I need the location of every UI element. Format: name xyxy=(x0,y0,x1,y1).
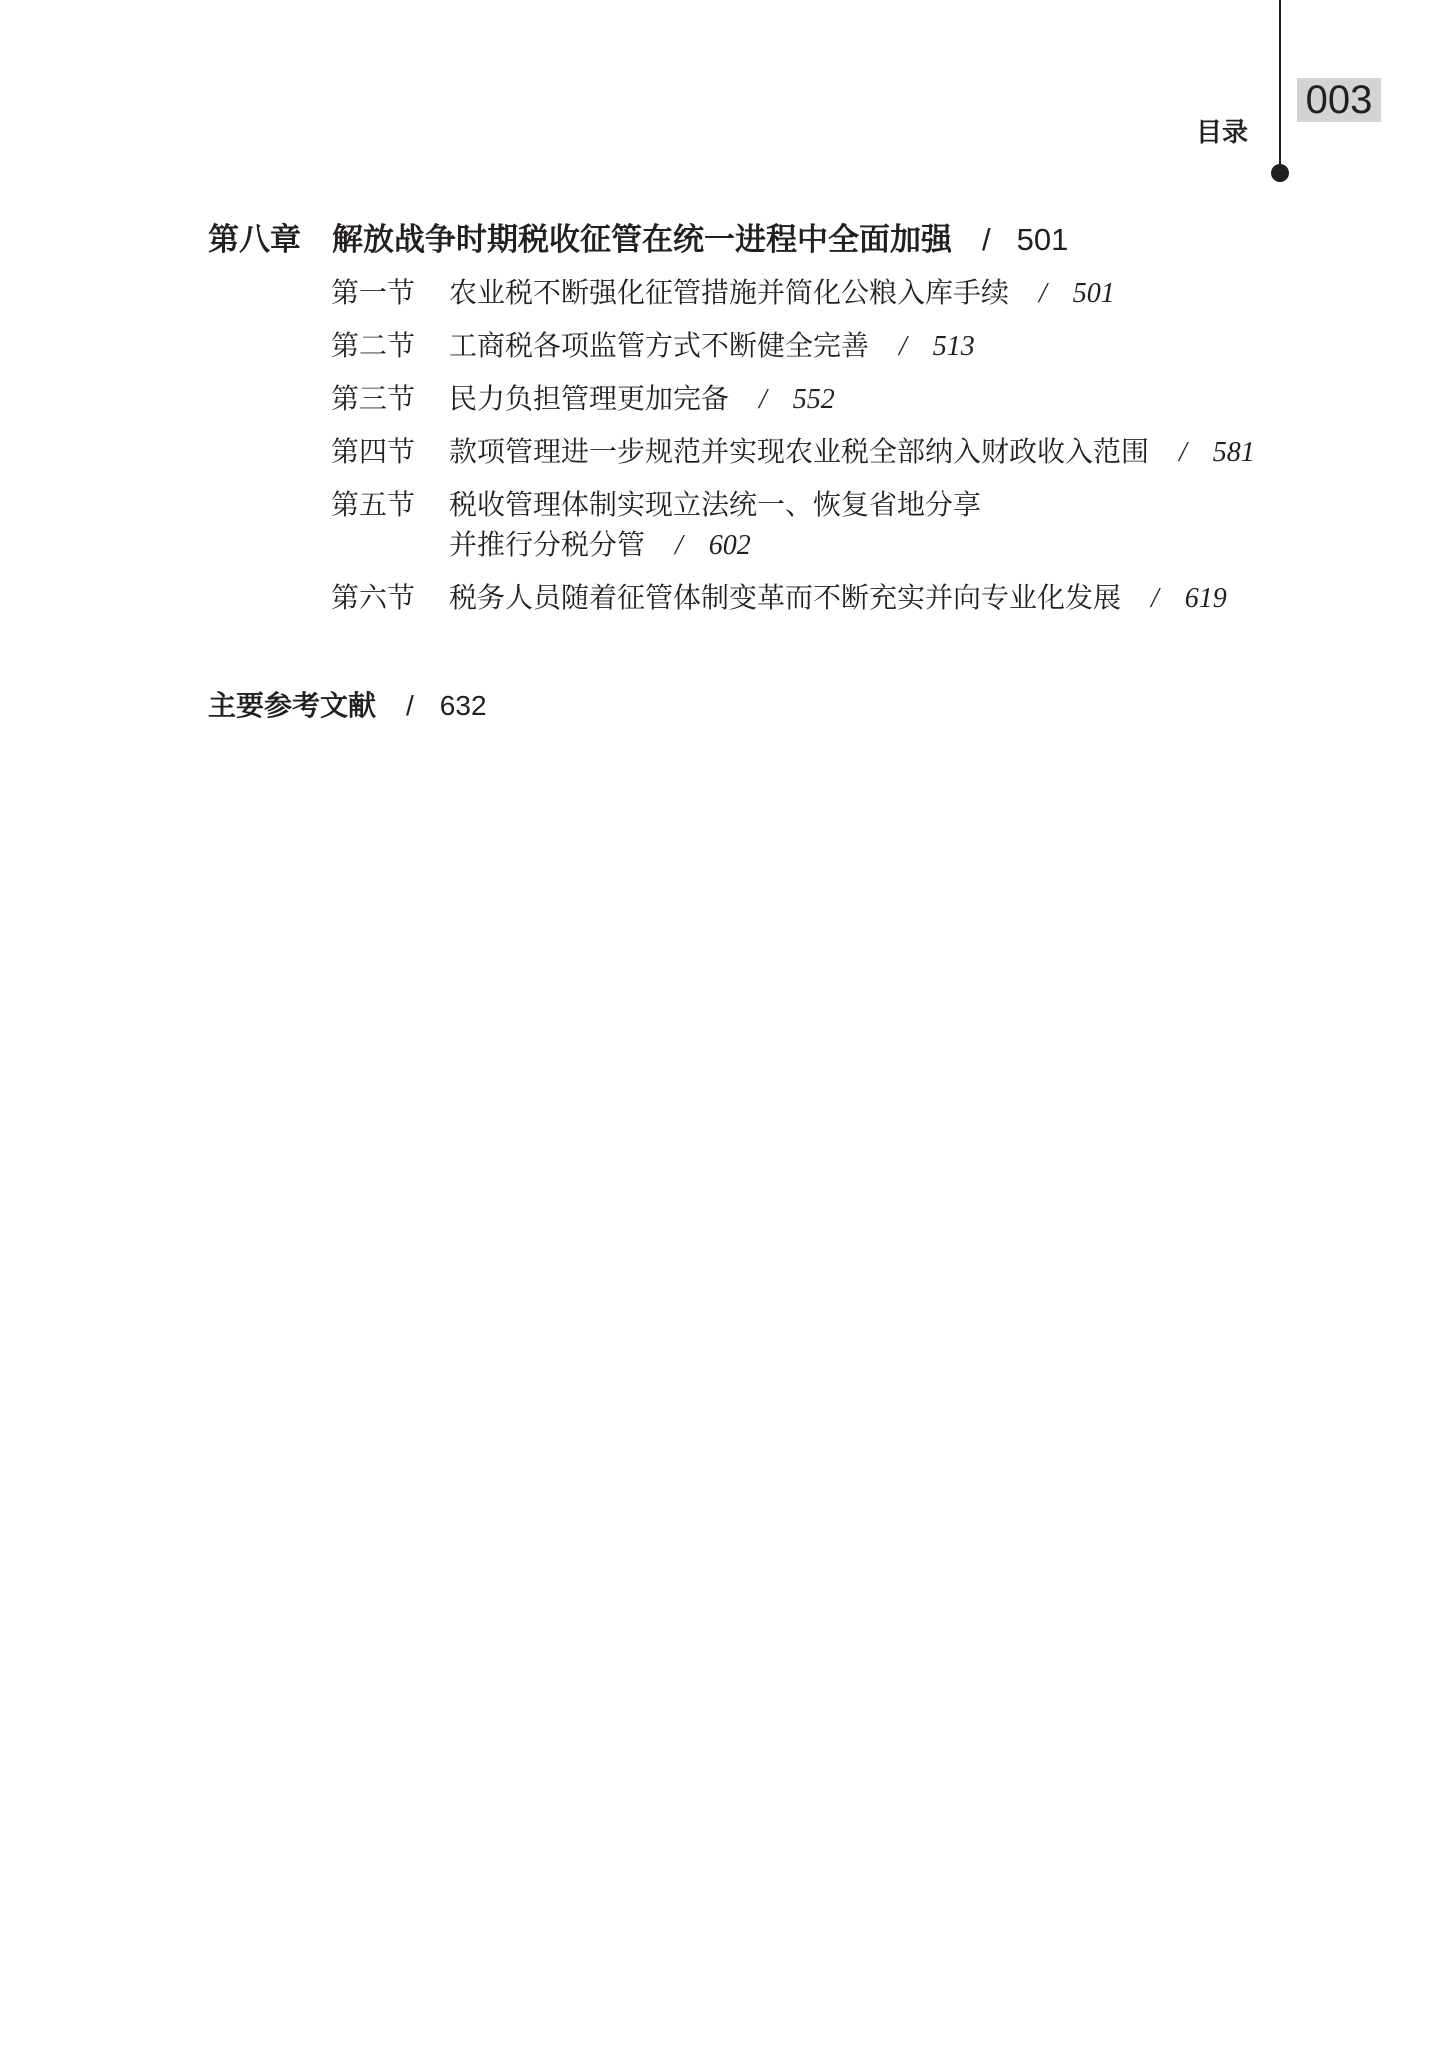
section-slash: / xyxy=(899,331,907,362)
section-page: 602 xyxy=(708,530,751,561)
chapter-slash: / xyxy=(982,222,991,257)
section-slash: / xyxy=(759,384,767,415)
section-page: 513 xyxy=(932,331,975,362)
section-number: 第二节 xyxy=(331,329,416,362)
section-number: 第三节 xyxy=(331,382,416,415)
section-number: 第四节 xyxy=(331,435,416,468)
section-slash: / xyxy=(675,530,683,561)
section-page: 552 xyxy=(792,384,835,415)
chapter-title: 解放战争时期税收征管在统一进程中全面加强 xyxy=(332,222,952,258)
section-slash: / xyxy=(1151,583,1159,614)
section-number: 第五节 xyxy=(331,488,416,521)
section-slash: / xyxy=(1179,437,1187,468)
section-page: 619 xyxy=(1184,583,1227,614)
chapter-number: 第八章 xyxy=(208,222,301,258)
section-page: 581 xyxy=(1212,437,1255,468)
section-title: 农业税不断强化征管措施并简化公粮入库手续 xyxy=(449,276,1010,309)
chapter-page: 501 xyxy=(1016,222,1069,257)
section-title: 民力负担管理更加完备 xyxy=(449,382,730,415)
toc-chapter-entry[interactable] xyxy=(208,220,1068,260)
page-number: 003 xyxy=(1297,78,1381,122)
references-title: 主要参考文献 xyxy=(208,689,377,722)
header-vertical-rule xyxy=(1279,0,1281,172)
section-number: 第一节 xyxy=(331,276,416,309)
section-title: 税收管理体制实现立法统一、恢复省地分享 xyxy=(449,488,982,521)
section-page: 501 xyxy=(1072,278,1115,309)
header-rule-dot xyxy=(1271,164,1289,182)
section-title-continued: 并推行分税分管 xyxy=(449,528,646,561)
section-title: 款项管理进一步规范并实现农业税全部纳入财政收入范围 xyxy=(449,435,1150,468)
section-title: 税务人员随着征管体制变革而不断充实并向专业化发展 xyxy=(449,581,1122,614)
section-title: 工商税各项监管方式不断健全完善 xyxy=(449,329,870,362)
section-number: 第六节 xyxy=(331,581,416,614)
toc-references-entry[interactable] xyxy=(208,686,487,726)
section-label: 目录 xyxy=(1196,118,1249,148)
references-slash: / xyxy=(406,690,414,721)
references-page: 632 xyxy=(439,690,487,721)
section-slash: / xyxy=(1039,278,1047,309)
